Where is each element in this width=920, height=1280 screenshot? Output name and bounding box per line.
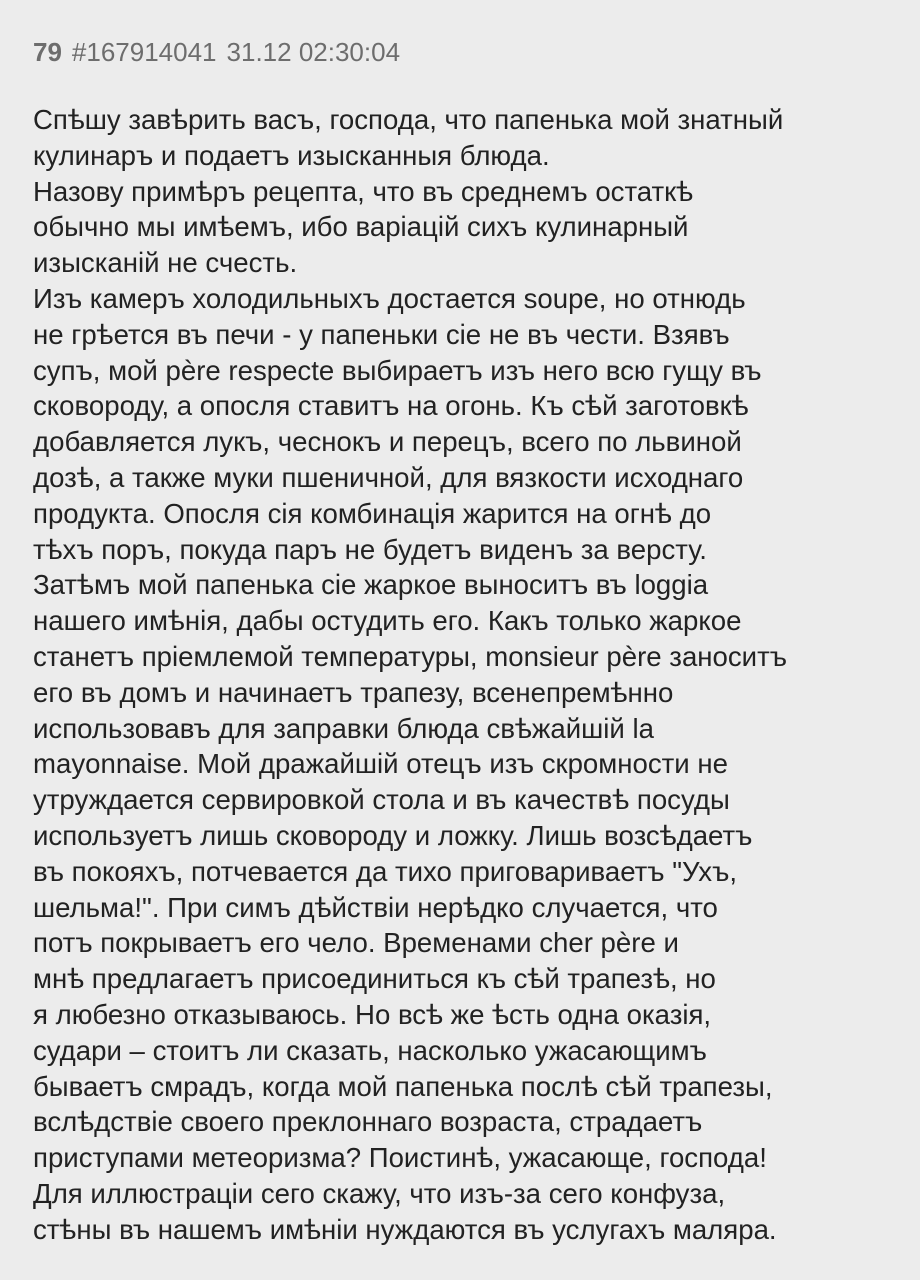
post-line: нашего имѣнія, дабы остудить его. Какъ только жаркое — [33, 605, 742, 637]
post-line: используетъ лишь сковороду и ложку. Лишь возсѣдаетъ — [33, 819, 753, 851]
post-line: станетъ пріемлемой температуры, monsieur père заноситъ — [33, 640, 787, 672]
post-line: стѣны въ нашемъ имѣніи нуждаются въ услугахъ маляра. — [33, 1213, 777, 1245]
post-line: утруждается сервировкой стола и въ качествѣ посуды — [33, 784, 730, 816]
post-line: обычно мы имѣемъ, ибо варіацій сихъ кулинарный — [33, 211, 689, 243]
post-line: тѣхъ поръ, покуда паръ не будетъ виденъ за версту. — [33, 533, 707, 565]
post-datetime: 31.12 02:30:04 — [226, 37, 401, 67]
post-line: изысканій не счесть. — [33, 247, 298, 279]
post-line: не грѣется въ печи - у папеньки сіе не въ чести. Взявъ — [33, 318, 730, 350]
post-id[interactable]: #167914041 — [71, 37, 217, 67]
post-line: добавляется лукъ, чеснокъ и перецъ, всего по львиной — [33, 426, 742, 458]
post-line: приступами метеоризма? Поистинѣ, ужасающе, господа! — [33, 1142, 767, 1174]
post-line: супъ, мой père respecte выбираетъ изъ него всю гущу въ — [33, 354, 762, 386]
post-line: бываетъ смрадъ, когда мой папенька послѣ сѣй трапезы, — [33, 1070, 773, 1102]
post-line: шельма!". При симъ дѣйствіи нерѣдко случается, что — [33, 891, 718, 923]
post-line: кулинаръ и подаетъ изысканныя блюда. — [33, 139, 550, 171]
post-line: Изъ камеръ холодильныхъ достается soupe, но отнюдь — [33, 282, 746, 314]
post-line: Назову примѣръ рецепта, что въ среднемъ остаткѣ — [33, 175, 694, 207]
post-line: mayonnaise. Мой дражайшій отецъ изъ скромности не — [33, 748, 728, 780]
post-line: я любезно отказываюсь. Но всѣ же ѣсть одна оказія, — [33, 998, 712, 1030]
post-header — [33, 34, 884, 70]
post-line: Для иллюстраціи сего скажу, что изъ-за сего конфуза, — [33, 1177, 726, 1209]
post-number[interactable]: 79 — [33, 37, 62, 67]
post-line: Спѣшу завѣрить васъ, господа, что папенька мой знатный — [33, 104, 784, 135]
post-line: продукта. Опосля сія комбинація жарится на огнѣ до — [33, 497, 712, 529]
post-line: его въ домъ и начинаетъ трапезу, всенепремѣнно — [33, 676, 674, 708]
post-line: судари – стоитъ ли сказать, насколько ужасающимъ — [33, 1034, 707, 1066]
post-line: Затѣмъ мой папенька сіе жаркое выноситъ въ loggia — [33, 569, 709, 601]
post-body — [33, 102, 884, 1248]
post-line: дозѣ, а также муки пшеничной, для вязкости исходнаго — [33, 461, 744, 493]
post-line: сковороду, а опосля ставитъ на огонь. Къ сѣй заготовкѣ — [33, 390, 749, 422]
post-line: использовавъ для заправки блюда свѣжайшій la — [33, 712, 654, 744]
post-line: вслѣдствіе своего преклоннаго возраста, страдаетъ — [33, 1106, 703, 1138]
post-line: мнѣ предлагаетъ присоединиться къ сѣй трапезѣ, но — [33, 963, 716, 995]
post-line: въ покояхъ, потчевается да тихо приговариваетъ "Ухъ, — [33, 855, 737, 887]
post-line: потъ покрываетъ его чело. Временами cher père и — [33, 927, 679, 959]
